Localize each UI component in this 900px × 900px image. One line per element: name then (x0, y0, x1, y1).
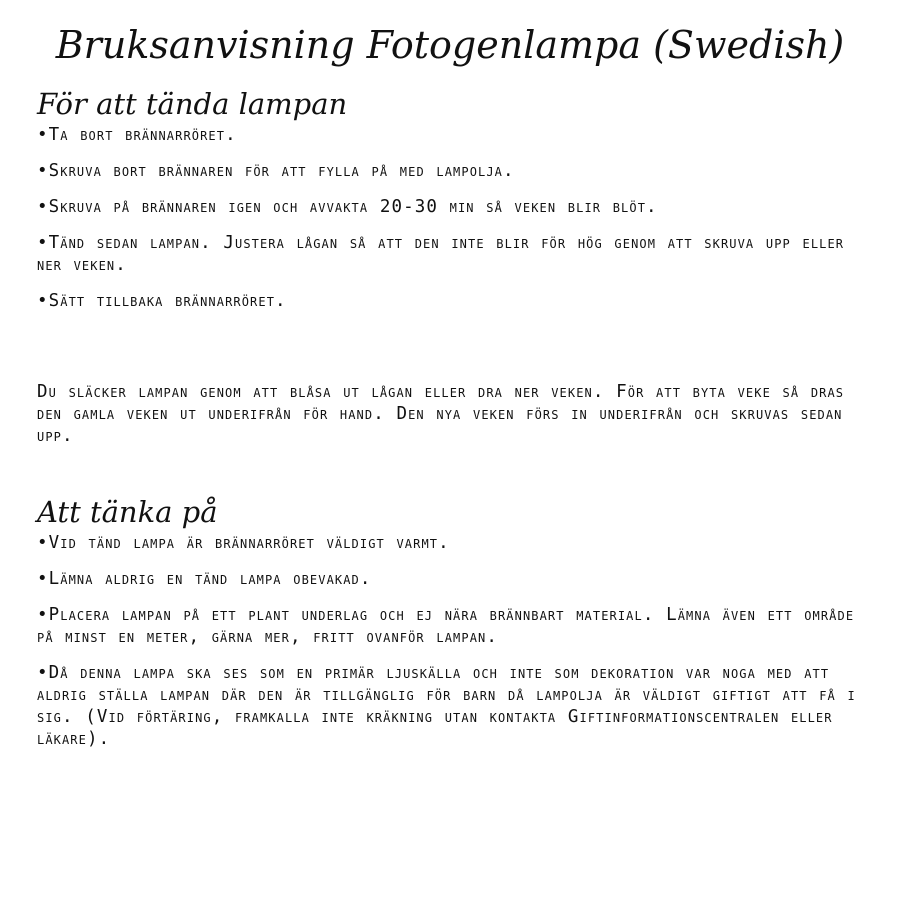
lighting-step: • Skruva på brännaren igen och avvakta 20-30 min så veken blir blöt. (37, 196, 867, 218)
consideration-item: • Placera lampan på ett plant underlag och ej nära brännbart material. Lämna även ett område på minst en meter, gärna mer, fritt ovanför lampan. (37, 604, 867, 648)
considerations-section (37, 494, 867, 764)
lighting-section (37, 86, 867, 326)
lighting-step: • Tänd sedan lampan. Justera lågan så att den inte blir för hög genom att skruva upp eller ner veken. (37, 232, 867, 276)
extinguish-paragraph: Du släcker lampan genom att blåsa ut lågan eller dra ner veken. För att byta veke så dras den gamla veken ut underifrån för hand. Den nya veken förs in underifrån och skruvas sedan upp. (37, 382, 845, 446)
lighting-step: • Skruva bort brännaren för att fylla på med lampolja. (37, 160, 867, 182)
lighting-step: • Sätt tillbaka brännarröret. (37, 290, 867, 312)
document-title: Bruksanvisning Fotogenlampa (Swedish) (55, 23, 845, 67)
lighting-heading: För att tända lampan (37, 87, 348, 121)
considerations-heading: Att tänka på (37, 495, 218, 529)
extinguish-section (37, 381, 867, 461)
consideration-item: • Lämna aldrig en tänd lampa obevakad. (37, 568, 867, 590)
consideration-item: • Då denna lampa ska ses som en primär ljuskälla och inte som dekoration var noga med att aldrig ställa lampan där den är tillgänglig för barn då lampolja är väldigt giftigt att få i sig. (Vid förtäring, framkalla inte kräkning utan kontakta Giftinformationscentralen eller läkare). (37, 662, 867, 750)
lighting-step: • Ta bort brännarröret. (37, 124, 867, 146)
consideration-item: • Vid tänd lampa är brännarröret väldigt varmt. (37, 532, 867, 554)
